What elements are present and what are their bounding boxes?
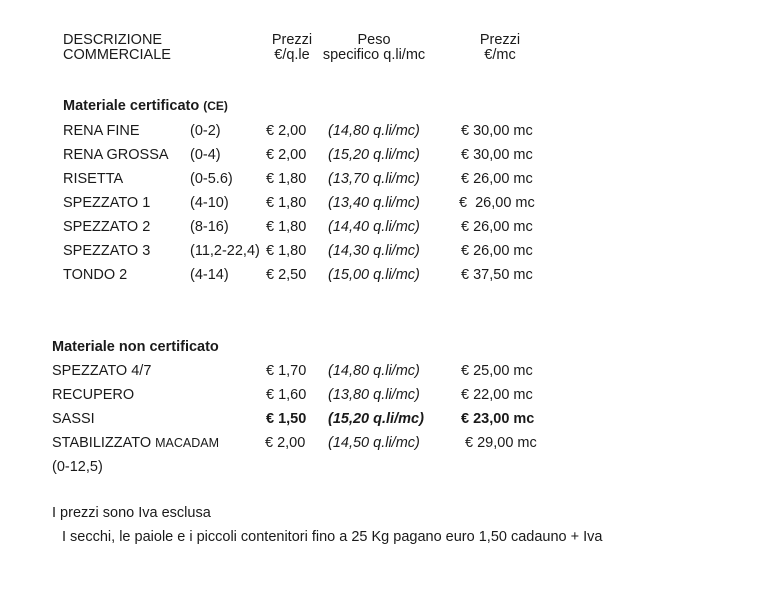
certified-section-title	[63, 98, 228, 114]
row-price-mc: € 25,00 mc	[461, 363, 533, 379]
row-price-ql: € 1,80	[266, 195, 307, 211]
row-price-ql: € 2,00	[266, 123, 307, 139]
row-weight: (15,20 q.li/mc)	[328, 147, 420, 163]
header-description-line2: COMMERCIALE	[63, 47, 171, 63]
row-name: RECUPERO	[52, 387, 135, 403]
row-range: (11,2-22,4)	[190, 243, 260, 259]
row-price-mc: € 30,00 mc	[461, 147, 533, 163]
header-weight-line1: Peso	[357, 32, 391, 48]
row-price-mc: € 37,50 mc	[461, 267, 533, 283]
row-price-mc: € 26,00 mc	[461, 243, 533, 259]
row-price-ql: € 1,80	[266, 243, 307, 259]
row-name: SASSI	[52, 411, 95, 427]
row-range: (0-4)	[190, 147, 221, 163]
row-weight: (14,50 q.li/mc)	[328, 435, 420, 451]
header-price-mc	[470, 33, 530, 63]
row-range-extra: (0-12,5)	[52, 459, 103, 475]
row-range: (8-16)	[190, 219, 229, 235]
row-weight: (14,40 q.li/mc)	[328, 219, 420, 235]
row-name: RENA GROSSA	[63, 147, 169, 163]
row-weight: (14,30 q.li/mc)	[328, 243, 420, 259]
certified-title-text: Materiale certificato	[63, 98, 200, 114]
row-name: SPEZZATO 3	[63, 243, 151, 259]
row-range: (4-14)	[190, 267, 229, 283]
row-price-ql: € 1,50	[266, 411, 307, 427]
row-name-suffix: MACADAM	[155, 436, 220, 450]
row-price-mc: € 30,00 mc	[461, 123, 533, 139]
vat-note: I prezzi sono Iva esclusa	[52, 505, 211, 521]
row-weight: (13,70 q.li/mc)	[328, 171, 420, 187]
row-weight: (14,80 q.li/mc)	[328, 123, 420, 139]
header-price-mc-line1: Prezzi	[479, 32, 521, 48]
row-price-ql: € 2,00	[266, 147, 307, 163]
row-price-mc: € 23,00 mc	[461, 411, 535, 427]
row-price-mc: € 22,00 mc	[461, 387, 533, 403]
header-description	[63, 33, 171, 63]
row-range: (4-10)	[190, 195, 229, 211]
row-name-main: STABILIZZATO	[52, 435, 152, 451]
row-weight: (15,00 q.li/mc)	[328, 267, 420, 283]
row-price-ql: € 2,00	[265, 435, 306, 451]
row-range: (0-2)	[190, 123, 221, 139]
certified-title-suffix: (CE)	[203, 99, 228, 113]
row-price-mc: € 29,00 mc	[465, 435, 537, 451]
row-name: SPEZZATO 1	[63, 195, 151, 211]
row-price-ql: € 1,80	[266, 219, 307, 235]
header-description-line1: DESCRIZIONE	[63, 32, 163, 48]
row-price-ql: € 1,60	[266, 387, 307, 403]
row-range: (0-5.6)	[190, 171, 233, 187]
row-price-ql: € 2,50	[266, 267, 307, 283]
header-price-ql-line1: Prezzi	[271, 32, 313, 48]
row-name: RISETTA	[63, 171, 124, 187]
row-weight: (13,80 q.li/mc)	[328, 387, 420, 403]
row-name: SPEZZATO 4/7	[52, 363, 152, 379]
header-weight-line2: specifico q.li/mc	[322, 47, 426, 63]
bucket-note: I secchi, le paiole e i piccoli contenitori fino a 25 Kg pagano euro 1,50 cadauno + Iva	[62, 529, 603, 545]
row-price-mc: € 26,00 mc	[461, 171, 533, 187]
row-name: SPEZZATO 2	[63, 219, 151, 235]
row-name	[52, 435, 219, 451]
header-price-ql	[262, 33, 322, 63]
row-name: TONDO 2	[63, 267, 128, 283]
row-weight: (13,40 q.li/mc)	[328, 195, 420, 211]
header-price-mc-line2: €/mc	[484, 47, 516, 63]
row-price-ql: € 1,80	[266, 171, 307, 187]
row-price-mc: € 26,00 mc	[459, 195, 535, 211]
header-price-ql-line2: €/q.le	[274, 47, 310, 63]
row-price-mc: € 26,00 mc	[461, 219, 533, 235]
non-certified-section-title: Materiale non certificato	[52, 339, 219, 355]
header-weight	[318, 33, 430, 63]
row-name: RENA FINE	[63, 123, 140, 139]
row-weight: (14,80 q.li/mc)	[328, 363, 420, 379]
row-weight: (15,20 q.li/mc)	[328, 411, 424, 427]
row-price-ql: € 1,70	[266, 363, 307, 379]
